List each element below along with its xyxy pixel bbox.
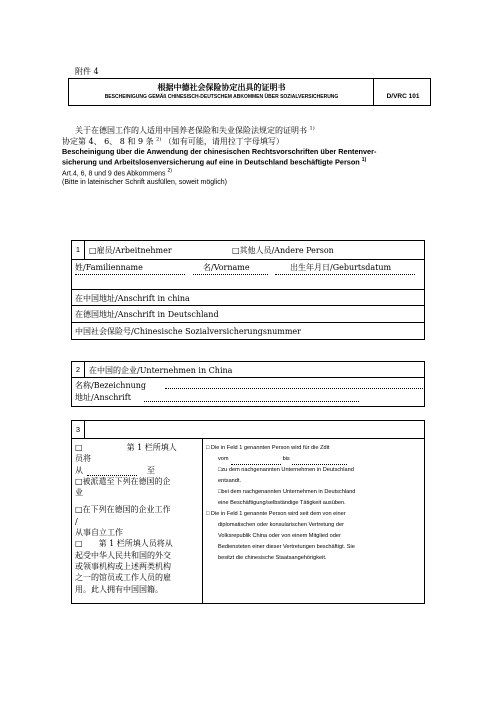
- left-from-label: 从: [75, 465, 83, 475]
- header-title-cn: 根据中德社会保险协定出具的证明书: [157, 83, 286, 92]
- section-3-left-column: [72, 439, 203, 603]
- right-line-11: besitzt die chinesische Staatsangehörigkeit.: [218, 555, 327, 561]
- firstname-label: 名/Vorname: [203, 263, 250, 272]
- company-address-label: 地址/Anschrift: [75, 393, 131, 402]
- left-line-2: 员将: [75, 454, 91, 464]
- intro-line-1-text: 关于在德国工作的人适用中国养老保险和失业保险法规定的证明书: [75, 126, 307, 135]
- right-line-9: Volksrepublik China oder von einem Mitglied oder: [218, 533, 341, 539]
- left-line-11: 或领事机构或上述两类机构: [75, 561, 171, 571]
- other-person-option[interactable]: □其他人员/Andere Person: [232, 246, 334, 255]
- right-from-label: vom: [218, 456, 229, 462]
- address-china-row[interactable]: [71, 290, 425, 306]
- secondment-checkbox[interactable]: □: [75, 443, 83, 452]
- right-to-field[interactable]: [292, 458, 347, 465]
- left-line-9-text: 第 1 栏所填人员将从: [98, 539, 173, 549]
- section-3-number: 3: [72, 421, 85, 439]
- left-line-1[interactable]: [75, 442, 200, 453]
- right-from-field[interactable]: [231, 458, 281, 465]
- company-rows: [71, 377, 425, 407]
- intro-line-4-sup: 1): [361, 157, 367, 163]
- company-address-field[interactable]: [144, 400, 359, 402]
- section-3-left-text: [75, 442, 200, 595]
- employee-option[interactable]: □雇员/Arbeitnehmer: [89, 246, 172, 255]
- left-line-8: 从事自立工作: [75, 528, 123, 538]
- right-line-5[interactable]: □bei dem nachgenannten Unternehmen in Deutschland: [218, 489, 356, 495]
- left-from-field[interactable]: [87, 467, 137, 476]
- section-1-header-row: [71, 240, 425, 260]
- intro-line-5-text: Art.4, 6, 8 und 9 des Abkommens: [62, 170, 166, 178]
- section-1-number: 1: [72, 241, 85, 259]
- section-2-title: 在中国的企业/Unternehmen in China: [89, 366, 233, 375]
- section-3-header-row: [71, 420, 425, 438]
- annex-label: 附件 4: [75, 67, 99, 76]
- intro-line-2-text: 协定第 4、 6、 8 和 9 条: [62, 137, 154, 146]
- intro-line-4-text: sicherung und Arbeitslosenversicherung auf eine in Deutschland beschäftigte Person: [62, 157, 360, 167]
- left-line-6[interactable]: □在下列在德国的企业工作: [75, 505, 171, 515]
- intro-line-2: [62, 136, 284, 147]
- birthdate-field[interactable]: [275, 273, 415, 275]
- right-line-6: eine Beschäftigung/selbständige Tätigkeit ausüben.: [218, 500, 346, 506]
- left-line-4[interactable]: □被派遣至下列在德国的企: [75, 476, 171, 486]
- address-germany-label: 在德国地址/Anschrift in Deutschland: [75, 310, 219, 319]
- left-line-5: 业: [75, 488, 83, 498]
- right-line-1[interactable]: □ Die in Feld 1 genannten Person wird für die Zdit: [206, 445, 330, 451]
- left-line-12: 之一的馆员或工作人员的雇: [75, 573, 171, 583]
- left-line-3: [75, 465, 200, 476]
- intro-line-1: [75, 125, 315, 136]
- right-line-2: [206, 454, 424, 465]
- diplomatic-checkbox[interactable]: □: [75, 539, 83, 549]
- intro-line-1-sup: 1): [309, 125, 315, 132]
- address-china-label: 在中国地址/Anschrift in china: [75, 294, 190, 303]
- section-2-number: 2: [72, 362, 85, 378]
- intro-line-3: Bescheinigung über die Anwendung der chinesischen Rechtsvorschriften über Rentenver-: [62, 147, 377, 156]
- right-line-3[interactable]: □zu dem nachgenannten Unternehmen in Deutschland: [218, 467, 354, 473]
- intro-line-2-sup: 2): [156, 136, 162, 143]
- section-3-right-column: [206, 443, 424, 564]
- section-3-body: [71, 438, 425, 604]
- form-code: D/VRC 101: [386, 93, 420, 100]
- intro-line-5-sup: 2): [167, 168, 172, 174]
- right-to-label: bis: [282, 456, 290, 462]
- section-3: [71, 420, 425, 604]
- address-germany-row[interactable]: [71, 306, 425, 323]
- left-line-9[interactable]: [75, 538, 200, 549]
- right-line-8: diplomatischen oder konsularischen Vertretung der: [218, 522, 344, 528]
- left-line-7: /: [75, 516, 78, 526]
- right-line-10: Bediensteten einer dieser Vertretungen beschäftigt. Sie: [218, 544, 355, 550]
- left-line-1-text: 第 1 栏所填人: [126, 443, 177, 452]
- surname-label: 姓/Familienname: [75, 263, 143, 272]
- company-name-label: 名称/Bezeichnung: [75, 381, 147, 390]
- section-2-header-row: [71, 361, 425, 377]
- right-line-7[interactable]: □ Die in Feld 1 genannte Person wird seit dem von einer: [206, 511, 346, 517]
- intro-line-2-tail: （如有可能，请用拉丁字母填写）: [163, 137, 284, 146]
- section-1: [71, 240, 425, 340]
- intro-line-6: (Bitte in lateinischer Schrift ausfüllen, soweit möglich): [62, 179, 227, 186]
- left-line-10: 起受中华人民共和国的外交: [75, 550, 171, 560]
- company-name-field[interactable]: [165, 387, 423, 389]
- surname-field[interactable]: [75, 273, 185, 275]
- left-to-label: 至: [147, 465, 155, 475]
- birthdate-label: 出生年月日/Geburtsdatum: [290, 263, 392, 272]
- header-title-cell: [69, 79, 374, 105]
- left-line-13: 用。此人拥有中国国籍。: [75, 584, 163, 594]
- social-insurance-label: 中国社会保险号/Chinesische Sozialversicherungsnummer: [75, 327, 301, 336]
- form-header: [68, 78, 431, 106]
- header-title-de: BESCHEINIGUNG GEMÄß CHINESISCH-DEUTSCHEM ABKOMMEN ÜBER SOZIALVERSICHERUNG: [104, 94, 339, 100]
- firstname-field[interactable]: [193, 273, 268, 275]
- social-insurance-row[interactable]: [71, 323, 425, 340]
- right-line-4: entsandt.: [218, 478, 242, 484]
- intro-line-4: [62, 157, 366, 166]
- section-2: [71, 361, 425, 409]
- name-row: [71, 260, 425, 290]
- intro-line-5: [62, 168, 172, 177]
